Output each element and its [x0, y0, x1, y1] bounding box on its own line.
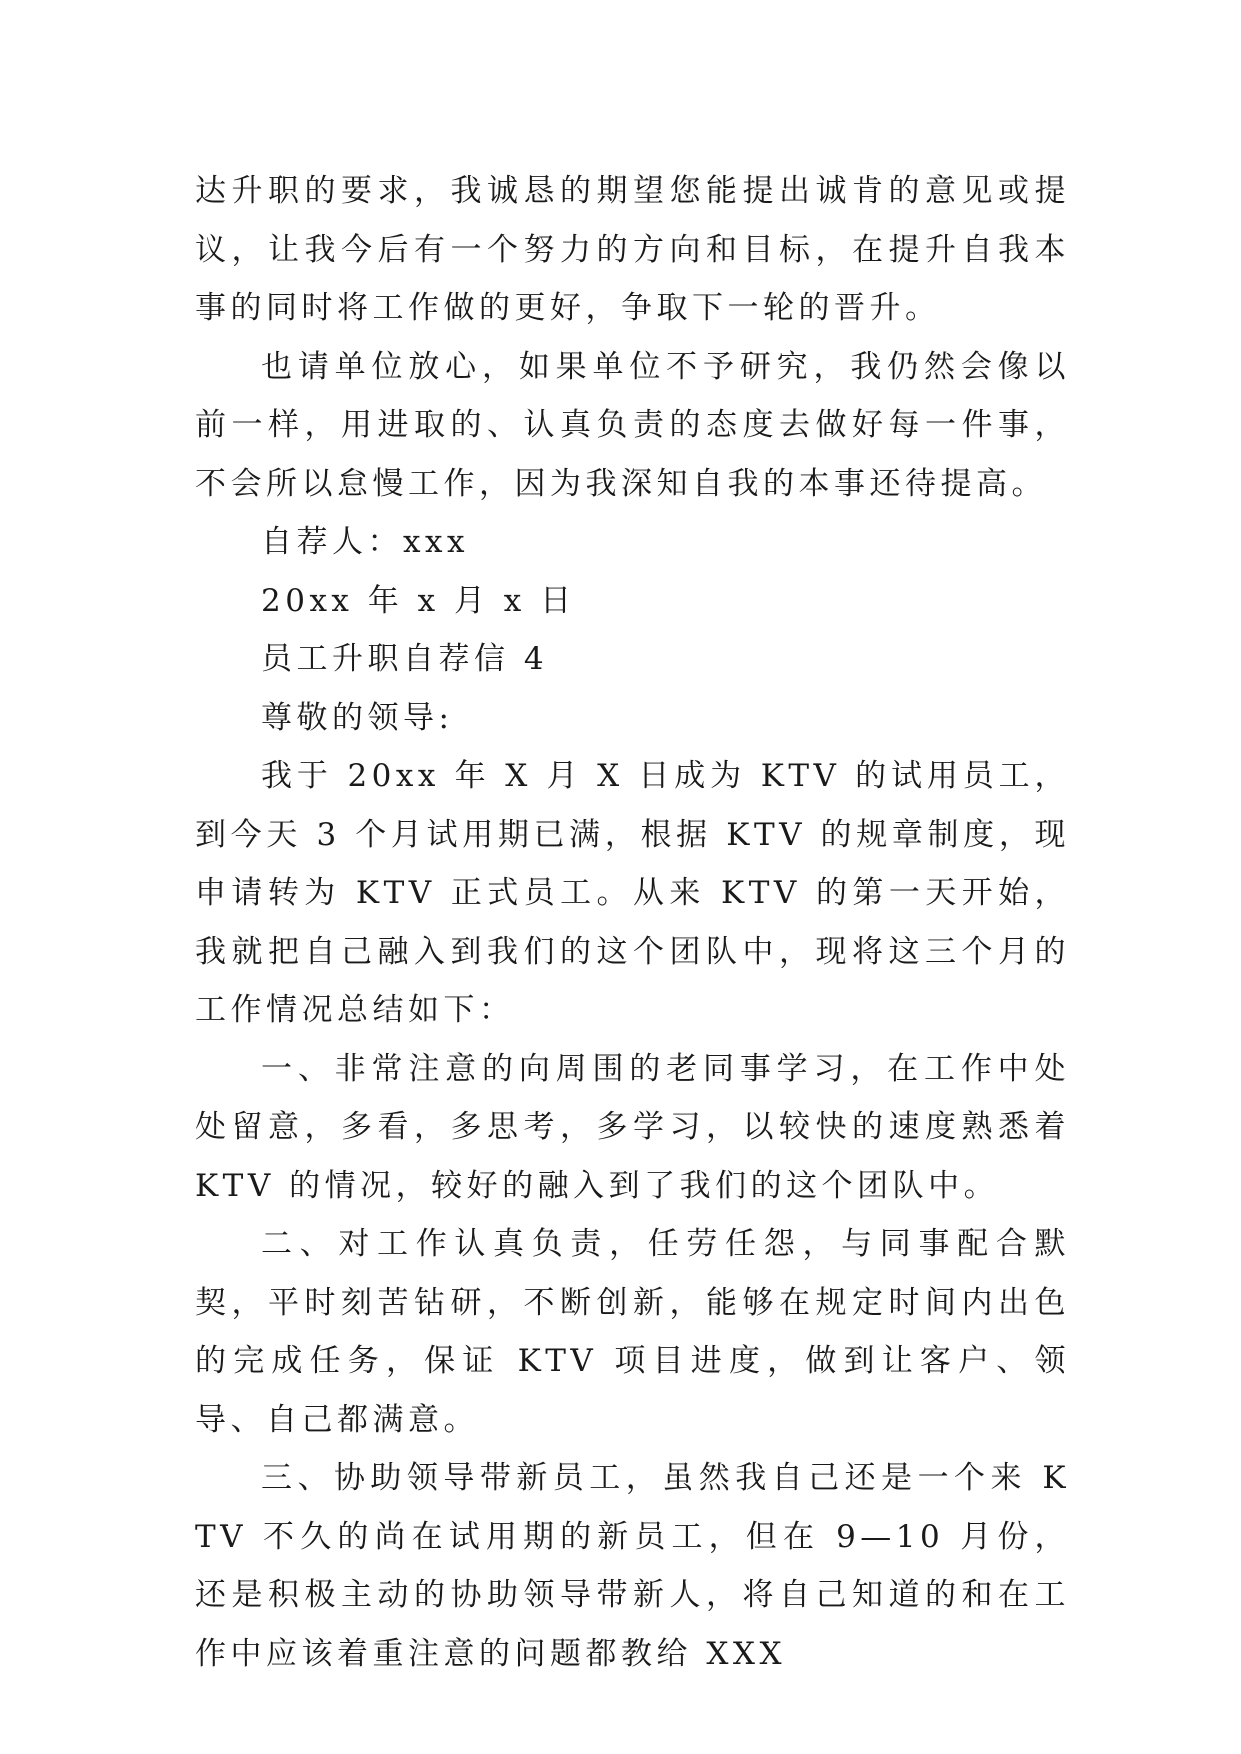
signature-line: 自荐人：xxx — [261, 524, 469, 560]
paragraph-point-one: 一、非常注意的向周围的老同事学习，在工作中处处留意，多看，多思考，多学习，以较快的速度熟悉着 KTV 的情况，较好的融入到了我们的这个团队中。 — [195, 1050, 1070, 1204]
paragraph-commitment: 也请单位放心，如果单位不予研究，我仍然会像以前一样，用进取的、认真负责的态度去做好每一件事，不会所以怠慢工作，因为我深知自我的本事还待提高。 — [195, 348, 1070, 502]
paragraph-point-three: 三、协助领导带新员工，虽然我自己还是一个来 KTV 不久的尚在试用期的新员工，但在 9—10 月份，还是积极主动的协助领导带新人，将自己知道的和在工作中应该着重注意的问题都教给 XXX — [195, 1460, 1070, 1672]
paragraph-intro: 我于 20xx 年 X 月 X 日成为 KTV 的试用员工，到今天 3 个月试用期已满，根据 KTV 的规章制度，现申请转为 KTV 正式员工。从来 KTV 的第一天开始，我就把自己融入到我们的这个团队中，现将这三个月的工作情况总结如下： — [195, 758, 1070, 1028]
document-body — [195, 162, 1070, 1683]
paragraph-promotion-request: 达升职的要求，我诚恳的期望您能提出诚肯的意见或提议，让我今后有一个努力的方向和目标，在提升自我本事的同时将工作做的更好，争取下一轮的晋升。 — [195, 173, 1070, 326]
salutation: 尊敬的领导: — [261, 699, 454, 736]
paragraph-point-two: 二、对工作认真负责，任劳任怨，与同事配合默契，平时刻苦钻研，不断创新，能够在规定时间内出色的完成任务，保证 KTV 项目进度，做到让客户、领导、自己都满意。 — [195, 1226, 1070, 1438]
date-line: 20xx 年 x 月 x 日 — [261, 582, 576, 619]
letter-heading: 员工升职自荐信 4 — [261, 641, 549, 677]
